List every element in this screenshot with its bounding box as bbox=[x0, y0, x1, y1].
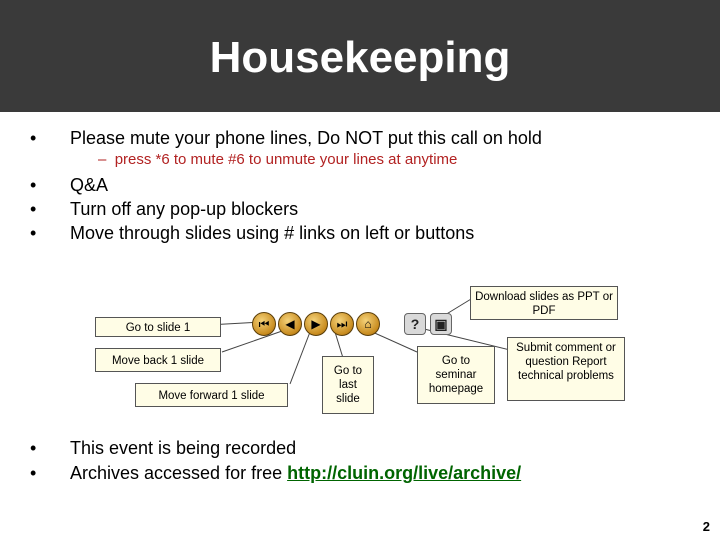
bullet-icon: • bbox=[30, 463, 37, 483]
bullet-icon: • bbox=[30, 438, 37, 458]
next-icon[interactable]: ▶ bbox=[304, 312, 328, 336]
sub-bullet-text: press *6 to mute #6 to unmute your lines at anytime bbox=[114, 151, 458, 168]
callout-move-forward: Move forward 1 slide bbox=[135, 383, 288, 407]
slide-title: Housekeeping bbox=[209, 33, 511, 82]
bullet-text: Move through slides using # links on left or buttons bbox=[70, 223, 475, 243]
bullet-icon: • bbox=[30, 223, 37, 243]
dash-icon: – bbox=[98, 151, 107, 168]
first-slide-icon[interactable]: ⏮ bbox=[252, 312, 276, 336]
callout-go-slide-1: Go to slide 1 bbox=[95, 317, 221, 337]
bullet-text: Archives accessed for free bbox=[70, 463, 288, 483]
help-icon[interactable]: ? bbox=[404, 313, 426, 335]
page-number: 2 bbox=[702, 519, 710, 534]
home-icon[interactable]: ⌂ bbox=[356, 312, 380, 336]
callout-seminar-home: Go to seminar homepage bbox=[417, 346, 495, 404]
bullet-text: Q&A bbox=[70, 175, 109, 195]
callout-submit-comment: Submit comment or question Report technical problems bbox=[507, 337, 625, 401]
bullet-archives bbox=[30, 462, 521, 484]
bullet-text: This event is being recorded bbox=[70, 438, 297, 458]
callout-download: Download slides as PPT or PDF bbox=[470, 286, 618, 320]
bullet-recorded bbox=[30, 437, 296, 459]
bullet-icon: • bbox=[30, 128, 37, 148]
callout-move-back: Move back 1 slide bbox=[95, 348, 221, 372]
last-slide-icon[interactable]: ⏭ bbox=[330, 312, 354, 336]
bullet-text: Turn off any pop-up blockers bbox=[70, 199, 299, 219]
archive-link[interactable]: http://cluin.org/live/archive/ bbox=[287, 463, 522, 483]
previous-icon[interactable]: ◀ bbox=[278, 312, 302, 336]
navigation-toolbar bbox=[252, 311, 452, 337]
save-icon[interactable]: ▣ bbox=[430, 313, 452, 335]
bullet-icon: • bbox=[30, 175, 37, 195]
bullet-text: Please mute your phone lines, Do NOT put this call on hold bbox=[70, 128, 542, 148]
bullet-icon: • bbox=[30, 199, 37, 219]
callout-go-last: Go to last slide bbox=[322, 356, 374, 414]
